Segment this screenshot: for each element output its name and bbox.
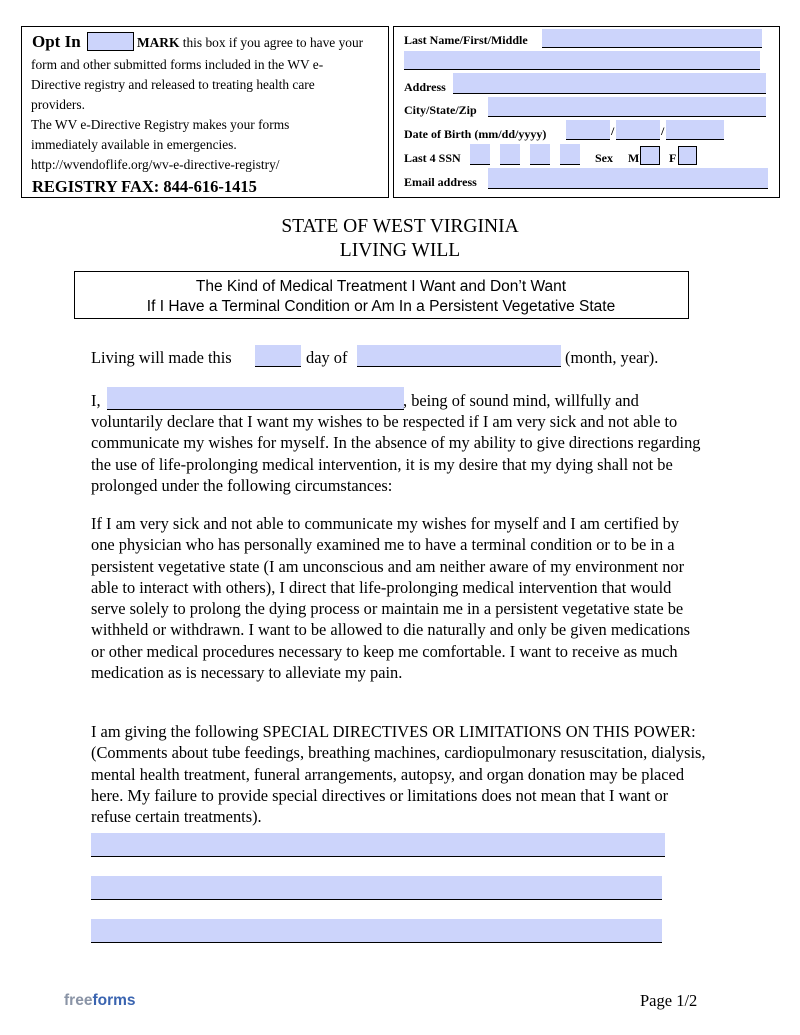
logo-free: free xyxy=(64,992,93,1009)
ssn-digit-2[interactable] xyxy=(500,144,520,165)
page-number: Page 1/2 xyxy=(640,991,698,1010)
directive-text: If I am very sick and not able to communicate my wishes for myself and I am certified by one physician who has personally examined me to have a terminal condition or to be in a persistent vegetative state (I am unconscious and am neither aware of my environment nor able to interact with others), I direct that life-prolonging medical intervention that would serve solely to prolong the dying process or maintain me in a persistent vegetative state be withheld or withdrawn. I want to be allowed to die naturally and only be given medications or other medical procedures necessary to keep me comfortable. I want to receive as much medication as is necessary to alleviate my pain. xyxy=(91,514,691,683)
dob-day-field[interactable] xyxy=(616,120,660,140)
freeforms-logo xyxy=(64,992,136,1010)
sex-male-label: M xyxy=(628,151,640,165)
logo-forms: forms xyxy=(92,992,136,1009)
day-field[interactable] xyxy=(255,345,301,367)
dob-year-field[interactable] xyxy=(666,120,724,140)
city-field[interactable] xyxy=(488,97,766,117)
directive-paragraph xyxy=(91,513,706,683)
registry-line6: immediately available in emergencies. xyxy=(31,137,237,152)
dob-label: Date of Birth (mm/dd/yyyy) xyxy=(404,127,547,141)
special-directives-line-2[interactable] xyxy=(91,876,662,900)
registry-fax: REGISTRY FAX: 844-616-1415 xyxy=(32,177,257,196)
declaration-line1-rest: , being of sound mind, willfully and xyxy=(403,391,639,410)
declaration-text: voluntarily declare that I want my wishes to be respected if I am very sick and not able to communicate my wishes for myself. In the absence of my ability to give directions regarding the use of life-prolonging medical intervention, it is my desire that my dying shall not be prolonged under the following circumstances: xyxy=(91,412,701,495)
subtitle-line2: If I Have a Terminal Condition or Am In a Persistent Vegetative State xyxy=(146,298,616,315)
sex-female-checkbox[interactable] xyxy=(678,146,697,165)
registry-line5: The WV e-Directive Registry makes your forms xyxy=(31,117,290,132)
name-field-line2[interactable] xyxy=(404,51,760,70)
sex-female-label: F xyxy=(669,151,677,165)
mark-word: MARK xyxy=(137,35,180,50)
ssn-digit-4[interactable] xyxy=(560,144,580,165)
declaration-paragraph xyxy=(91,411,706,496)
ssn-digit-3[interactable] xyxy=(530,144,550,165)
opt-in-label: Opt In xyxy=(32,32,81,51)
document-title: LIVING WILL xyxy=(339,240,461,261)
made-text-a: Living will made this xyxy=(91,348,232,367)
sex-male-checkbox[interactable] xyxy=(640,146,660,165)
special-directives-paragraph xyxy=(91,721,706,827)
state-heading: STATE OF WEST VIRGINIA xyxy=(281,216,519,237)
ssn-digit-1[interactable] xyxy=(470,144,490,165)
opt-in-checkbox[interactable] xyxy=(87,32,134,51)
special-directives-line-1[interactable] xyxy=(91,833,665,857)
registry-line4: providers. xyxy=(31,97,85,112)
city-label: City/State/Zip xyxy=(404,103,477,117)
address-label: Address xyxy=(404,80,446,94)
dob-sep-1: / xyxy=(611,124,615,138)
sex-label: Sex xyxy=(595,151,613,165)
month-year-field[interactable] xyxy=(357,345,561,367)
address-field[interactable] xyxy=(453,73,766,94)
registry-line2: form and other submitted forms included in the WV e- xyxy=(31,57,324,72)
made-text-b: day of xyxy=(306,348,348,367)
subtitle-line1: The Kind of Medical Treatment I Want and Don’t Want xyxy=(195,278,567,295)
declarant-i: I, xyxy=(91,391,101,410)
ssn-label: Last 4 SSN xyxy=(404,151,461,165)
email-label: Email address xyxy=(404,175,477,189)
email-field[interactable] xyxy=(488,168,768,189)
name-label: Last Name/First/Middle xyxy=(404,33,528,47)
registry-url: http://wvendoflife.org/wv-e-directive-registry/ xyxy=(31,157,280,172)
special-directives-line-3[interactable] xyxy=(91,919,662,943)
name-field[interactable] xyxy=(542,29,762,48)
registry-line3: Directive registry and released to treating health care xyxy=(31,77,315,92)
dob-sep-2: / xyxy=(661,124,665,138)
mark-rest: this box if you agree to have your xyxy=(182,35,364,50)
opt-in-instruction xyxy=(137,33,363,53)
declarant-name-field[interactable] xyxy=(107,387,404,410)
made-text-c: (month, year). xyxy=(565,348,659,367)
dob-month-field[interactable] xyxy=(566,120,610,140)
special-directives-text: I am giving the following SPECIAL DIRECTIVES OR LIMITATIONS ON THIS POWER: (Comments about tube feedings, breathing machines, cardiopulmonary resuscitation, dialysis, mental health treatment, funeral arrangements, autopsy, and organ donation may be placed here. My failure to provide special directives or limitations does not mean that I want or refuse certain treatments). xyxy=(91,722,706,827)
